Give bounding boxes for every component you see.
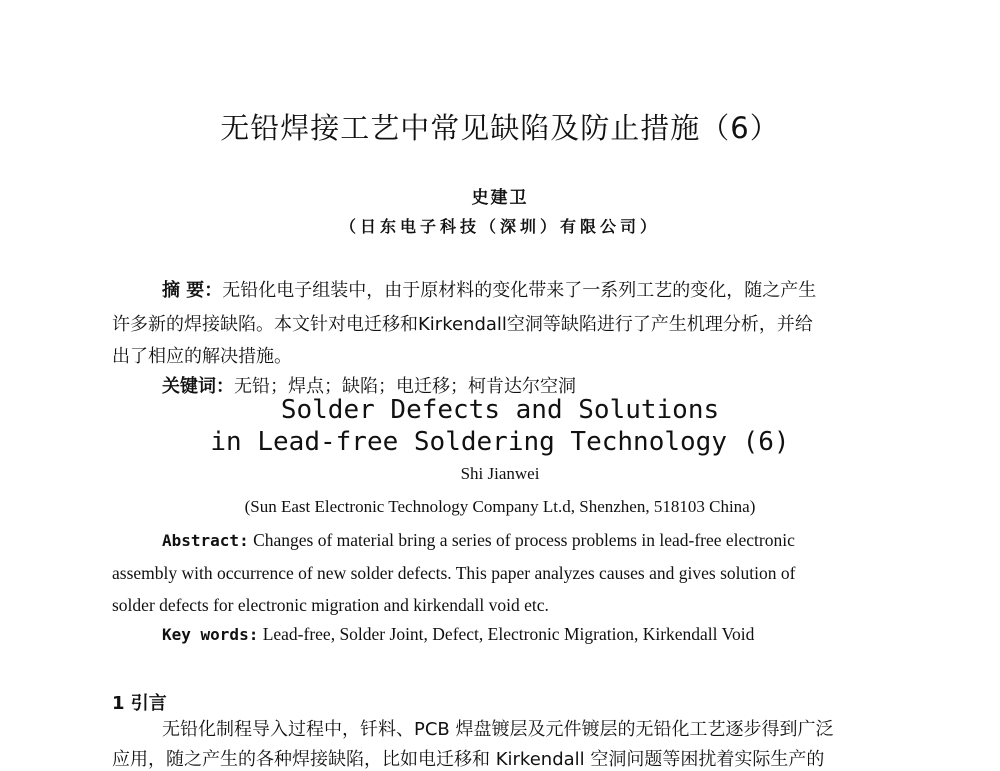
english-abstract-label: Abstract:	[162, 531, 249, 550]
chinese-title: 无铅焊接工艺中常见缺陷及防止措施（6）	[220, 111, 780, 145]
english-title-line-1: Solder Defects and Solutions	[280, 395, 720, 425]
english-keywords-text: Lead-free, Solder Joint, Defect, Electronic Migration, Kirkendall Void	[262, 624, 755, 644]
chinese-abstract-line-3: 出了相应的解决措施。	[112, 346, 292, 367]
chinese-abstract-line-2: 许多新的焊接缺陷。本文针对电迁移和Kirkendall空洞等缺陷进行了产生机理分析，并给	[112, 314, 813, 335]
section-heading: 1 引言	[112, 693, 167, 714]
english-keywords-label: Key words:	[162, 625, 259, 644]
english-author: Shi Jianwei	[460, 464, 540, 483]
chinese-abstract-label: 摘 要：	[162, 280, 223, 301]
english-affiliation: (Sun East Electronic Technology Company Lt.d, Shenzhen, 518103 China)	[244, 497, 756, 516]
english-abstract-text: Changes of material bring a series of process problems in lead-free electronic	[253, 530, 795, 550]
chinese-author: 史建卫	[471, 188, 529, 208]
english-abstract-line-3: solder defects for electronic migration and kirkendall void etc.	[112, 595, 549, 615]
english-title-line-2: in Lead-free Soldering Technology (6)	[210, 427, 790, 457]
intro-line-1: 无铅化制程导入过程中，钎料、PCB 焊盘镀层及元件镀层的无铅化工艺逐步得到广泛	[162, 719, 834, 740]
chinese-abstract-text: 无铅化电子组装中，由于原材料的变化带来了一系列工艺的变化，随之产生	[222, 280, 817, 301]
chinese-keywords-text: 无铅；焊点；缺陷；电迁移；柯肯达尔空洞	[234, 376, 576, 397]
english-abstract-line-2: assembly with occurrence of new solder defects. This paper analyzes causes and gives solution of	[112, 563, 796, 583]
english-abstract-line-1	[162, 530, 795, 551]
chinese-keywords-label: 关键词：	[162, 376, 234, 397]
chinese-abstract-line-1	[162, 276, 816, 302]
intro-line-2: 应用，随之产生的各种焊接缺陷，比如电迁移和 Kirkendall 空洞问题等困扰着实际生产的	[112, 749, 825, 770]
chinese-affiliation: （日东电子科技（深圳）有限公司）	[339, 217, 660, 236]
english-keywords	[162, 624, 754, 645]
